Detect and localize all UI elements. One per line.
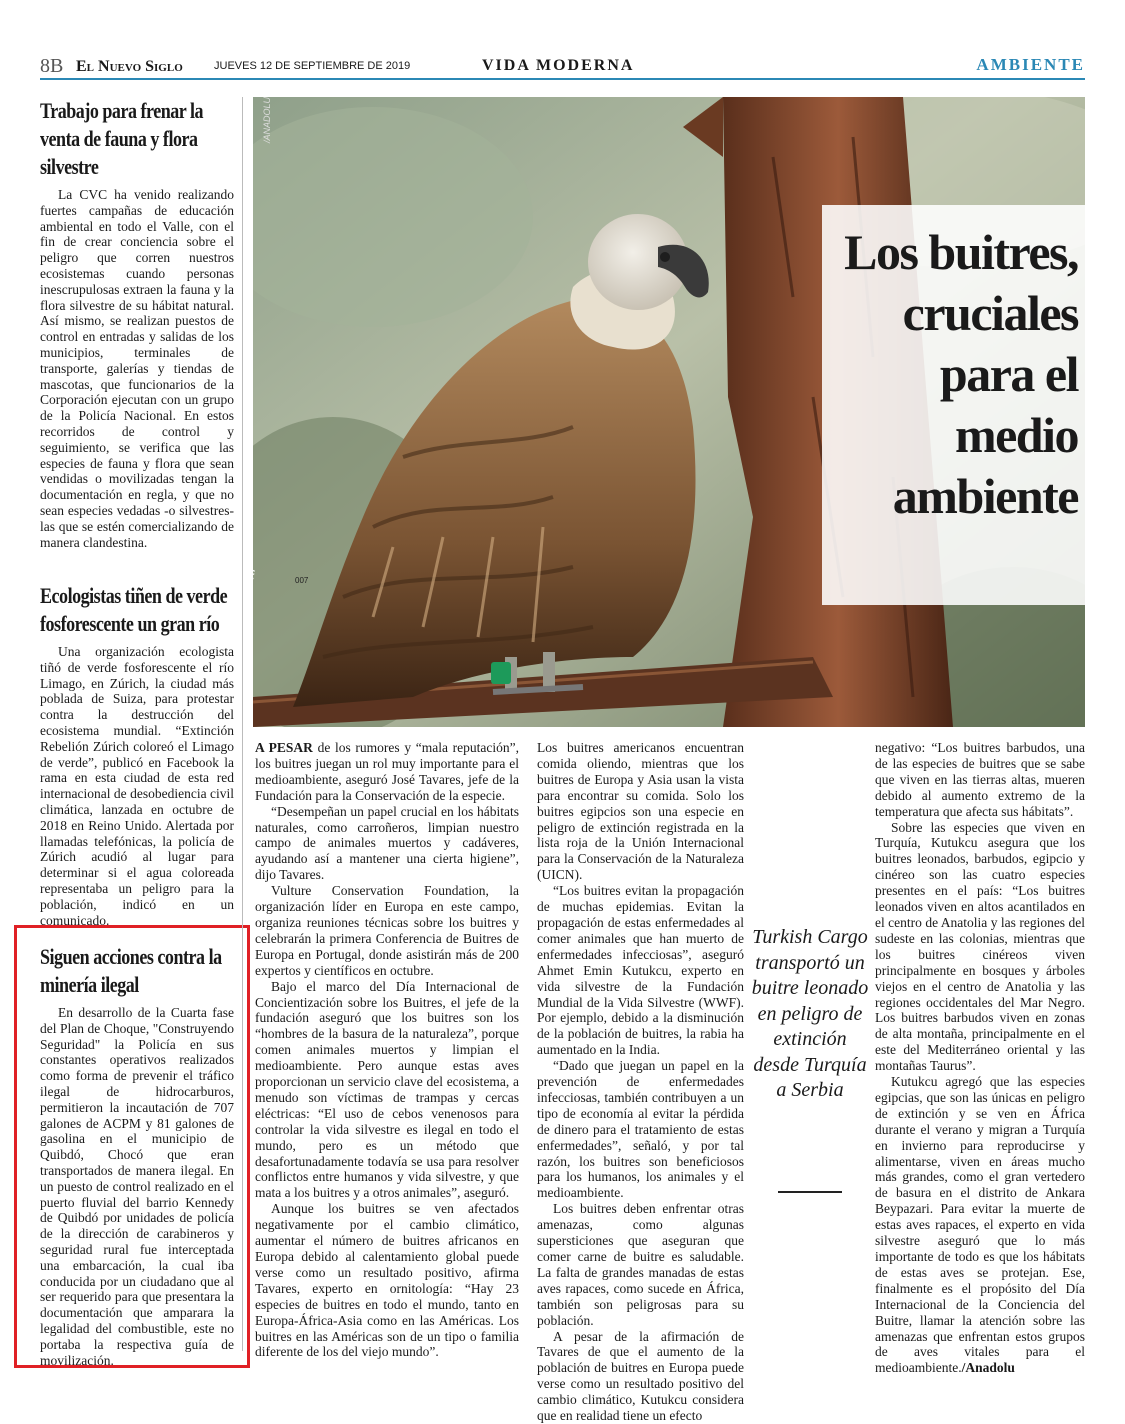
brief-body: La CVC ha venido realizando fuertes campañas de educación ambiental en todo el Valle, con el fin de crear conciencia sobre el peligro que corren nuestros ecosistemas cuando personas inescrupulosas extraen la fauna y la flora silvestre de su hábitat natural. Así mismo, se realizan puestos de control en entradas y salidas de los municipios, terminales de transporte, galerías y tiendas de mascotas, que funcionarios de la Corporación ejecutan con un grupo de la Policía Nacional. En estos recorridos de control y seguimiento, se verifica que las especies de fauna y flora que sean vendidas o movilizadas tengan la documentación en regla, y que no sean especies vedadas -o silvestres- las que se estén comercializando de manera clandestina. (40, 187, 234, 550)
article-paragraph: Bajo el marco del Día Internacional de Concientización sobre los Buitres, el jefe de la fundación aseguró que los buitres son los “hombres de la basura de la naturaleza”, porque comen animales muertos y limpian el medioambiente. Pero aunque estas aves proporcionan un servicio clave del ecosistema, a menudo son víctimas de trampas y cercas eléctricas: “El uso de cebos venenosos para controlar la vida silvestre es ilegal en todo el mundo, pero es un método que desafortunadamente todavía se usa para resolver conflictos entre humanos y vida silvestre, y que mata a los buitres y a otros animales”, aseguró. (255, 978, 519, 1201)
leg-band-text (241, 566, 261, 594)
lead-text: de los rumores y “mala reputación”, los buitres juegan un rol muy importante para el medioambiente, aseguró José Tavares, jefe de la Fundación para la Conservación de la especie. (255, 740, 519, 803)
article-column-2 (537, 740, 744, 1424)
article-paragraph: Los buitres americanos encuentran comida oliendo, mientras que los buitres de Europa y Asia usan la vista para encontrar su comida. Solo los buitres egipcios son una especie en peligro de extinción registrada en la lista roja de la Unión Internacional para la Conservación de la Naturaleza (UICN). (537, 740, 744, 883)
article-paragraph (875, 1074, 1085, 1376)
article-paragraph: “Desempeñan un papel crucial en los hábitats naturales, como carroñeros, limpian nuestro campo de animales muertos y cadáveres, ayudando así a mantener una cierta higiene”, dijo Tavares. (255, 803, 519, 883)
brief-title: Trabajo para frenar la venta de fauna y flora silvestre (40, 98, 204, 179)
article-headline: Los buitres, cruciales para el medio ambiente (844, 224, 1078, 524)
article-paragraph (255, 740, 519, 804)
column-divider (242, 97, 243, 1351)
leg-ring-label: 007 (295, 576, 309, 585)
section-name: VIDA MODERNA (482, 57, 635, 74)
page-header (40, 55, 1085, 79)
header-divider (40, 78, 1085, 80)
leg-ring-number (295, 568, 308, 587)
highlight-box (14, 925, 250, 1368)
article-kicker: A PESAR (255, 740, 313, 755)
pull-quote: Turkish Cargo transportó un buitre leonado en peligro de extinción desde Turquía a Serbia (751, 926, 869, 1101)
brief-title: Ecologistas tiñen de verde fosforescente un gran río (40, 583, 228, 636)
page-number: 8B (40, 55, 64, 77)
article-paragraph: Sobre las especies que viven en Turquía, Kutukcu asegura que los buitres leonados, barbudos, egipcio y cinéreo son las cuatro especies presentes en el país: “Los buitres leonados viven en altos acantilados en el centro de Anatolia y las regiones del sudeste en las colonias, mientras que los buitres cinéreos viven principalmente en bosques y árboles viejos en el centro de Anatolia y las regiones occidentales del Mar Negro. Los buitres barbudos viven en zonas de alta montaña, principalmente en el este del Mediterráneo oriental y las montañas Taurus”. (875, 819, 1085, 1074)
brief-wildlife-trade (40, 97, 234, 550)
article-paragraph: A pesar de la afirmación de Tavares de que el aumento de la población de buitres en Europa puede verse como un resultado positivo del cambio climático, Kutukcu considera que en realidad tiene un efecto (537, 1328, 744, 1424)
brief-body: En desarrollo de la Cuarta fase del Plan de Choque, "Construyendo Seguridad" la Policía en sus constantes operativos realizados como forma de prevenir el tráfico ilegal de hidrocarburos, permitieron la incautación de 707 galones de ACPM y 81 galones de gasolina en el municipio de Quibdó, Chocó que eran transportados de manera ilegal. En un puesto de control realizado en el puerto fluvial del barrio Kennedy de Quibdó por unidades de policía de la dirección de carabineros y seguridad rural fue interceptada una embarcación, la cual iba conducida por un ciudadano que al ser requerido para que presentara la documentación que amparara la legalidad del combustible, este no portaba la respectiva guía de movilización. (40, 1005, 234, 1368)
brief-green-river (40, 582, 234, 928)
newspaper-name: El Nuevo Siglo (76, 58, 183, 75)
article-paragraph: “Los buitres evitan la propagación de muchas epidemias. Evitan la propagación de estas enfermedades al comer animales que han muerto de enfermedades infecciosas”, aseguró Ahmet Emin Kutukcu, experto en vida silvestre de la Fundación Mundial de la Vida Silvestre (WWF). Por ejemplo, debido a la disminución de la población de buitres, la rabia ha aumentado en la India. (537, 883, 744, 1058)
brief-body: Una organización ecologista tiñó de verde fosforescente el río Limago, en Zúrich, la ciudad más poblada de Suiza, para protestar contra la destrucción del ecosistema mundial. “Extinción Rebelión Zúrich coloreó el Limago de verde”, publicó en Facebook la rama en esta ciudad de esta red internacional de desobediencia civil climática, lanzada en octubre de 2018 en Reino Unido. Alertada por llamadas telefónicas, la policía de Zúrich acudió al lugar para determinar si el agua coloreada representaba un peligro para la población, indicó en un comunicado. (40, 644, 234, 928)
photo-credit: /ANADOLU (262, 96, 272, 143)
category-label: AMBIENTE (976, 55, 1085, 74)
article-column-3 (875, 740, 1085, 1376)
pull-quote-rule (778, 1191, 842, 1193)
article-paragraph: Los buitres deben enfrentar otras amenazas, como algunas supersticiones que aseguran que comer carne de buitre es saludable. La falta de grandes manadas de estas aves rapaces, como sucede en África, también son peligrosas para su población. (537, 1201, 744, 1328)
article-column-1 (255, 740, 519, 1360)
closing-text: Kutukcu agregó que las especies egipcias, que son las únicas en peligro de extinción y se ven en África durante el verano y migran a Turquía en invierno para reproducirse y alimentarse, viven en áreas mucho más grandes, como el gran vertedero de basura en el distrito de Ankara Beypazari. Para evitar la muerte de estas aves rapaces, el experto en vida silvestre aseguró que lo más importante de todo es que los hábitats de estas aves se protejan. Ese, finalmente es el propósito del Día Internacional de la Conciencia del Buitre, llamar la atención sobre las amenazas que enfrentan estos grupos de aves vitales para el medioambiente. (875, 1074, 1085, 1376)
leg-band-label: SA7 (244, 566, 258, 586)
article-signature: /Anadolu (961, 1360, 1015, 1376)
article-paragraph: “Dado que juegan un papel en la prevención de enfermedades infecciosas, también contribuyen a un tipo de economía al evitar la pérdida de dinero para el tratamiento de estas enfermedades”, señaló, y por tal razón, los buitres son beneficiosos para los humanos, los animales y el medioambiente. (537, 1058, 744, 1201)
article-paragraph: Aunque los buitres se ven afectados negativamente por el cambio climático, aumentar el número de buitres africanos en Europa debido al calentamiento global puede verse como un resultado positivo, afirma Tavares, experto en ornitología: “Hay 23 especies de buitres en todo el mundo, tanto en Europa-África-Asia como en las Américas. Los buitres en las Américas son de un tipo o familia diferente de los del viejo mundo”. (255, 1201, 519, 1360)
article-paragraph: Vulture Conservation Foundation, la organización líder en Europa en este campo, organiza reuniones técnicas sobre los buitres y celebrarán la primera Conferencia de Buitres de Europa en Portugal, donde asistirán más de 200 expertos y científicos en octubre. (255, 883, 519, 978)
brief-title: Siguen acciones contra la minería ilegal (40, 944, 222, 997)
article-paragraph: negativo: “Los buitres barbudos, una de las especies de buitres que se sabe que viven en las tierras altas, mueren debido al aumento extremo de la temperatura que afecta sus hábitats”. (875, 740, 1085, 819)
issue-date: JUEVES 12 DE SEPTIEMBRE DE 2019 (214, 60, 411, 72)
